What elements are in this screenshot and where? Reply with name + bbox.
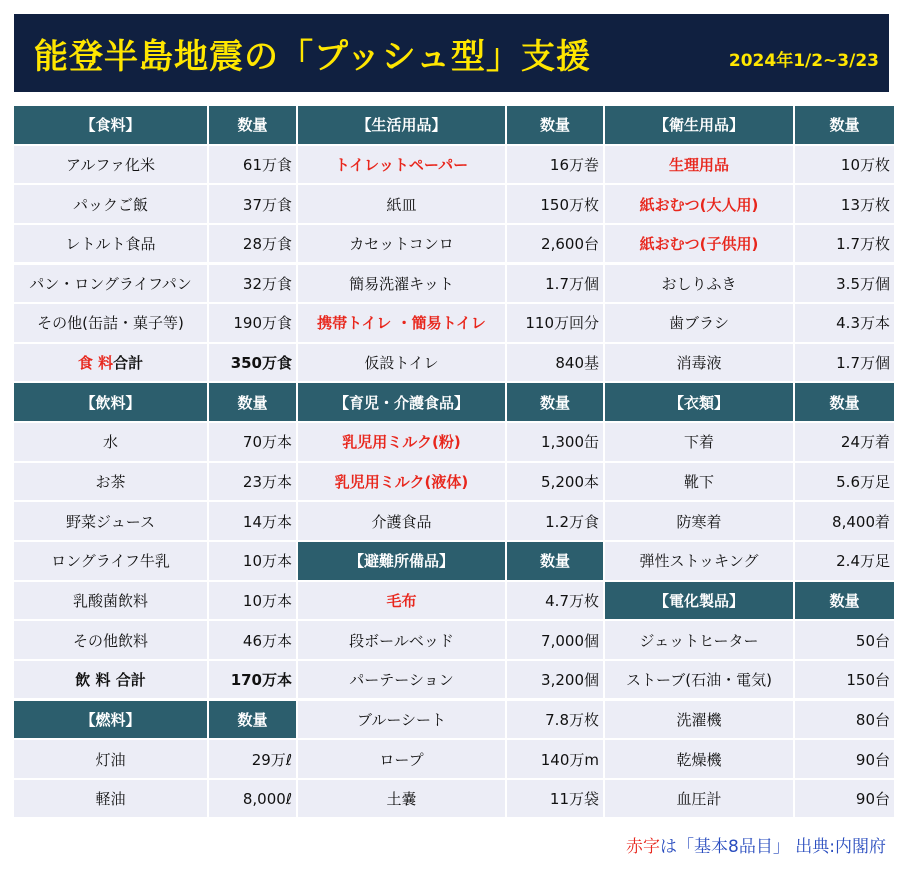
item-name-basic: 生理用品: [605, 146, 793, 184]
supply-table: [14, 106, 894, 817]
item-quantity: 2.4万足: [795, 542, 894, 580]
item-name-basic: 紙おむつ(子供用): [605, 225, 793, 263]
total-quantity: 350万食: [209, 344, 296, 382]
item-quantity: 16万巻: [507, 146, 603, 184]
section-header: 【電化製品】: [605, 582, 793, 620]
item-name: 弾性ストッキング: [605, 542, 793, 580]
section-header: 数量: [795, 582, 894, 620]
item-quantity: 4.7万枚: [507, 582, 603, 620]
item-name: その他(缶詰・菓子等): [14, 304, 207, 342]
item-quantity: 5,200本: [507, 463, 603, 501]
item-name: 洗濯機: [605, 701, 793, 739]
item-name: 紙皿: [298, 185, 505, 223]
item-name: 消毒液: [605, 344, 793, 382]
item-quantity: 29万ℓ: [209, 740, 296, 778]
item-quantity: 110万回分: [507, 304, 603, 342]
item-name-basic: 乳児用ミルク(粉): [298, 423, 505, 461]
item-name: アルファ化米: [14, 146, 207, 184]
footer-source: は「基本8品目」 出典:内閣府: [660, 837, 886, 857]
section-header: 【育児・介護食品】: [298, 383, 505, 421]
footer-note: [626, 832, 886, 857]
item-quantity: 70万本: [209, 423, 296, 461]
item-quantity: 32万食: [209, 265, 296, 303]
item-quantity: 2,600台: [507, 225, 603, 263]
item-name: ストーブ(石油・電気): [605, 661, 793, 699]
item-name: 介護食品: [298, 502, 505, 540]
item-name-basic: 携帯トイレ ・簡易トイレ: [298, 304, 505, 342]
section-header: 数量: [507, 106, 603, 144]
item-name: ブルーシート: [298, 701, 505, 739]
total-label: 飲 料 合計: [14, 661, 207, 699]
total-label-category: 食 料: [77, 354, 114, 373]
item-quantity: 23万本: [209, 463, 296, 501]
section-header: 数量: [209, 383, 296, 421]
section-header: 【飲料】: [14, 383, 207, 421]
item-quantity: 10万本: [209, 542, 296, 580]
item-name: お茶: [14, 463, 207, 501]
item-quantity: 1.7万個: [795, 344, 894, 382]
section-header: 【衛生用品】: [605, 106, 793, 144]
item-name: 灯油: [14, 740, 207, 778]
total-label: [14, 344, 207, 382]
item-name: 乳酸菌飲料: [14, 582, 207, 620]
section-header: 【避難所備品】: [298, 542, 505, 580]
item-name: 土嚢: [298, 780, 505, 818]
item-name-basic: 毛布: [298, 582, 505, 620]
item-quantity: 46万本: [209, 621, 296, 659]
item-quantity: 840基: [507, 344, 603, 382]
title-banner: [14, 14, 889, 92]
section-header: 数量: [507, 383, 603, 421]
item-quantity: 10万枚: [795, 146, 894, 184]
section-header: 数量: [209, 106, 296, 144]
item-name: 靴下: [605, 463, 793, 501]
item-quantity: 90台: [795, 740, 894, 778]
item-quantity: 24万着: [795, 423, 894, 461]
item-quantity: 190万食: [209, 304, 296, 342]
item-quantity: 7.8万枚: [507, 701, 603, 739]
item-name: 簡易洗濯キット: [298, 265, 505, 303]
item-name-basic: 紙おむつ(大人用): [605, 185, 793, 223]
item-quantity: 8,000ℓ: [209, 780, 296, 818]
section-header: 数量: [795, 383, 894, 421]
item-name: 乾燥機: [605, 740, 793, 778]
item-name: ロングライフ牛乳: [14, 542, 207, 580]
item-quantity: 1.7万個: [507, 265, 603, 303]
item-name: パックご飯: [14, 185, 207, 223]
section-header: 数量: [795, 106, 894, 144]
item-quantity: 1,300缶: [507, 423, 603, 461]
item-name: ジェットヒーター: [605, 621, 793, 659]
item-quantity: 37万食: [209, 185, 296, 223]
item-quantity: 10万本: [209, 582, 296, 620]
item-quantity: 140万m: [507, 740, 603, 778]
item-name-basic: 乳児用ミルク(液体): [298, 463, 505, 501]
date-range: 2024年1/2~3/23: [728, 50, 879, 71]
section-header: 【衣類】: [605, 383, 793, 421]
item-name-basic: トイレットペーパー: [298, 146, 505, 184]
item-quantity: 8,400着: [795, 502, 894, 540]
section-header: 数量: [507, 542, 603, 580]
item-name: レトルト食品: [14, 225, 207, 263]
item-quantity: 150台: [795, 661, 894, 699]
item-name: 防寒着: [605, 502, 793, 540]
item-quantity: 50台: [795, 621, 894, 659]
item-quantity: 7,000個: [507, 621, 603, 659]
item-name: カセットコンロ: [298, 225, 505, 263]
total-label-suffix: 合計: [113, 354, 144, 373]
item-name: 段ボールベッド: [298, 621, 505, 659]
item-quantity: 28万食: [209, 225, 296, 263]
item-quantity: 1.7万枚: [795, 225, 894, 263]
item-quantity: 14万本: [209, 502, 296, 540]
item-quantity: 61万食: [209, 146, 296, 184]
item-name: その他飲料: [14, 621, 207, 659]
item-quantity: 90台: [795, 780, 894, 818]
item-quantity: 11万袋: [507, 780, 603, 818]
item-name: 血圧計: [605, 780, 793, 818]
item-name: 野菜ジュース: [14, 502, 207, 540]
item-quantity: 150万枚: [507, 185, 603, 223]
item-name: ロープ: [298, 740, 505, 778]
section-header: 【生活用品】: [298, 106, 505, 144]
item-name: 下着: [605, 423, 793, 461]
section-header: 【食料】: [14, 106, 207, 144]
item-quantity: 80台: [795, 701, 894, 739]
item-name: 軽油: [14, 780, 207, 818]
item-quantity: 3,200個: [507, 661, 603, 699]
item-quantity: 5.6万足: [795, 463, 894, 501]
item-name: 仮設トイレ: [298, 344, 505, 382]
item-name: 歯ブラシ: [605, 304, 793, 342]
item-quantity: 4.3万本: [795, 304, 894, 342]
section-header: 数量: [209, 701, 296, 739]
page-title: 能登半島地震の「プッシュ型」支援: [34, 36, 591, 77]
total-quantity: 170万本: [209, 661, 296, 699]
item-quantity: 3.5万個: [795, 265, 894, 303]
footer-red-label: 赤字: [626, 837, 661, 857]
item-quantity: 13万枚: [795, 185, 894, 223]
item-name: パン・ロングライフパン: [14, 265, 207, 303]
item-name: おしりふき: [605, 265, 793, 303]
section-header: 【燃料】: [14, 701, 207, 739]
item-name: 水: [14, 423, 207, 461]
item-quantity: 1.2万食: [507, 502, 603, 540]
item-name: パーテーション: [298, 661, 505, 699]
